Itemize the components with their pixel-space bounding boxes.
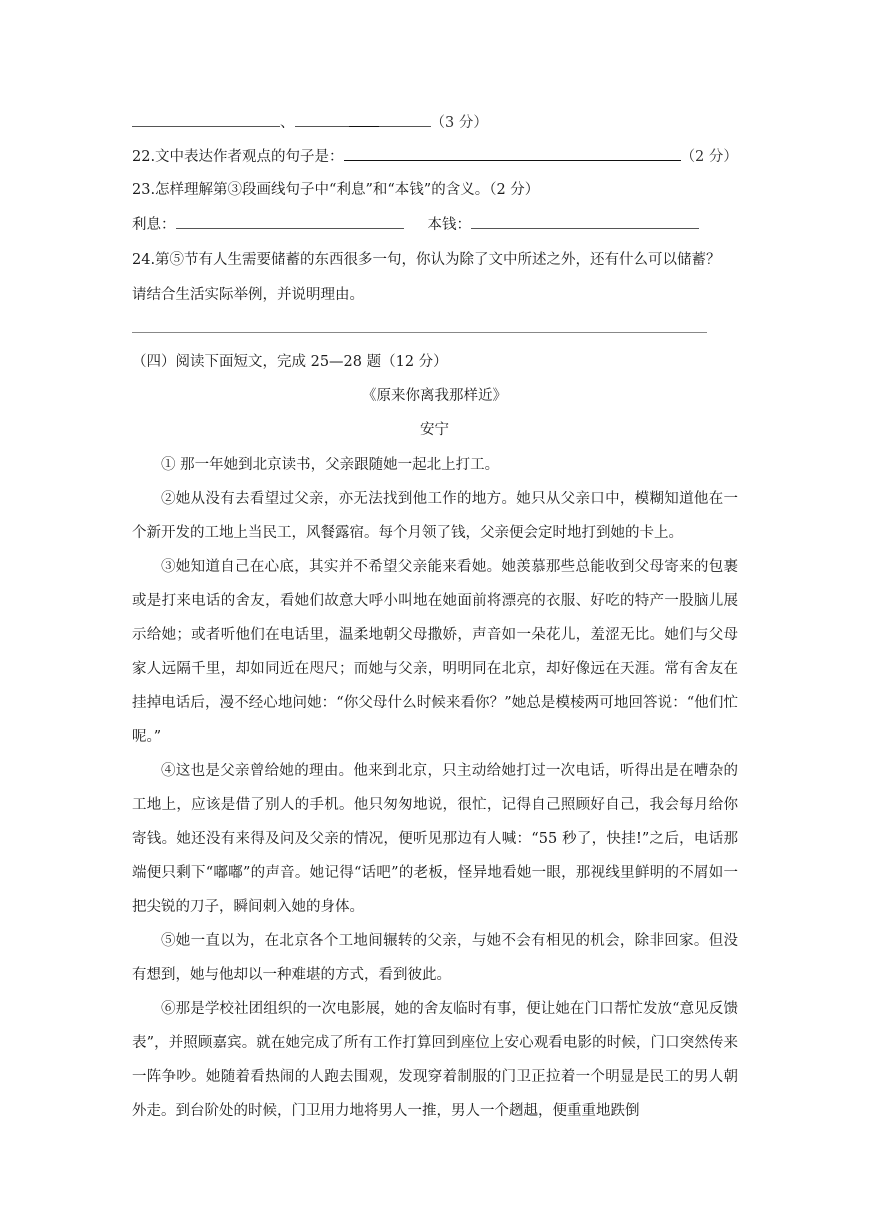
q22-row <box>132 146 737 167</box>
q21-blank-2a[interactable] <box>295 112 349 127</box>
section-4-heading: （四）阅读下面短文，完成 25—28 题（12 分） <box>132 354 448 370</box>
q23-interest-blank[interactable] <box>176 214 404 229</box>
q21-blank-2c[interactable] <box>379 112 431 127</box>
paragraph-2: ②她从没有去看望过父亲，亦无法找到他工作的地方。她只从父亲口中，模糊知道他在一个新开发的工地上当民工，风餐露宿。每个月领了钱，父亲便会定时地打到她的卡上。 <box>132 491 738 541</box>
q21-blank-2b[interactable] <box>349 112 379 127</box>
q24-prompt-line2: 请结合生活实际举例，并说明理由。 <box>132 287 364 303</box>
q22-score: （2 分） <box>680 149 738 165</box>
q22-answer-blank[interactable] <box>344 146 681 161</box>
paragraph-6: ⑥那是学校社团组织的一次电影展，她的舍友临时有事，便让她在门口帮忙发放“意见反馈表”，并照顾嘉宾。就在她完成了所有工作打算回到座位上安心观看电影的时候，门口突然传来一阵争吵。她随着看热闹的人跑去围观，发现穿着制服的门卫正拉着一个明显是民工的男人朝外走。到台阶处的时候，门卫用力地将男人一推，男人一个趔趄，便重重地跌倒 <box>132 1001 738 1119</box>
paragraph-4: ④这也是父亲曾给她的理由。他来到北京，只主动给她打过一次电话，听得出是在嘈杂的工地上，应该是借了别人的手机。他只匆匆地说，很忙，记得自己照顾好自己，我会每月给你寄钱。她还没有来得及问及父亲的情况，便听见那边有人喊：“55 秒了，快挂!”之后，电话那端便只剩下“嘟嘟”的声音。她记得“话吧”的老板，怪异地看她一眼，那视线里鲜明的不屑如一把尖锐的刀子，瞬间刺入她的身体。 <box>132 763 738 915</box>
q23-prompt: 23.怎样理解第③段画线句子中“利息”和“本钱”的含义。（2 分） <box>132 182 540 198</box>
q21-score: （3 分） <box>430 115 488 131</box>
paragraph-1: ① 那一年她到北京读书，父亲跟随她一起北上打工。 <box>161 457 500 473</box>
q23-answer-row <box>132 214 737 235</box>
q22-prompt: 22.文中表达作者观点的句子是： <box>132 149 344 165</box>
q21-answer-row <box>132 112 737 133</box>
q21-separator: 、 <box>280 115 295 131</box>
article-body <box>132 448 738 1128</box>
q23-row <box>132 180 737 200</box>
paragraph-5: ⑤她一直以为，在北京各个工地间辗转的父亲，与她不会有相见的机会，除非回家。但没有想到，她与他却以一种难堪的方式，看到彼此。 <box>132 933 738 983</box>
q24-row-2 <box>132 285 737 305</box>
q24-answer-line[interactable] <box>132 332 707 333</box>
q23-principal-blank[interactable] <box>471 214 699 229</box>
q24-prompt-line1: 24.第⑤节有人生需要储蓄的东西很多一句，你认为除了文中所述之外，还有什么可以储蓄？ <box>132 252 721 268</box>
q24-row-1 <box>132 250 737 270</box>
q21-blank-1[interactable] <box>132 112 280 127</box>
article-title: 《原来你离我那样近》 <box>362 388 507 404</box>
article-author: 安宁 <box>420 422 449 438</box>
q23-label-interest: 利息： <box>132 217 176 233</box>
q23-label-principal: 本钱： <box>427 217 471 233</box>
paragraph-3: ③她知道自己在心底，其实并不希望父亲能来看她。她羡慕那些总能收到父母寄来的包裹或是打来电话的舍友，看她们故意大呼小叫地在她面前将漂亮的衣服、好吃的特产一股脑儿展示给她；或者听他们在电话里，温柔地朝父母撒娇，声音如一朵花儿，羞涩无比。她们与父母家人远隔千里，却如同近在咫尺；而她与父亲，明明同在北京，却好像远在天涯。常有舍友在挂掉电话后，漫不经心地问她：“你父母什么时候来看你？”她总是模棱两可地回答说：“他们忙呢。” <box>132 559 738 745</box>
